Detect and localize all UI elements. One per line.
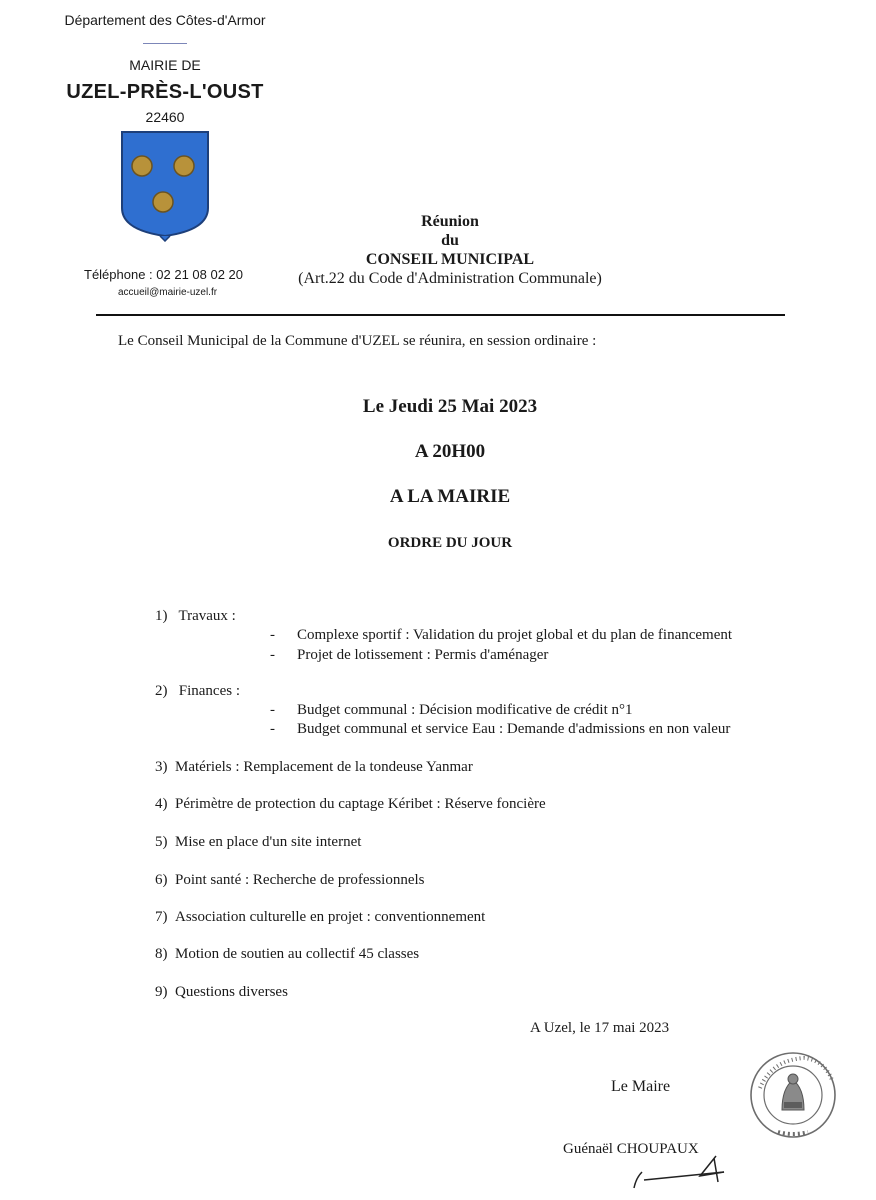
official-stamp-icon [748,1050,838,1140]
commune-name: UZEL-PRÈS-L'OUST [66,81,264,103]
agenda-label: Finances : [178,683,240,699]
agenda-subitem: - Complexe sportif : Validation du projet global et du plan de financement [270,627,733,643]
agenda-subitem: - Budget communal et service Eau : Demande d'admissions en non valeur [270,721,731,737]
agenda-number: 2) [155,683,168,699]
signatory-role: Le Maire [611,1078,671,1095]
agenda-item-7: 7) Association culturelle en projet : conventionnement [155,909,486,925]
agenda-label: Travaux : [178,608,236,624]
agenda-item-6: 6) Point santé : Recherche de professionnels [155,872,425,888]
title-line: du [441,232,459,249]
agenda-item-3: 3) Matériels : Remplacement de la tondeuse Yanmar [155,759,473,775]
place-and-date: A Uzel, le 17 mai 2023 [530,1020,670,1036]
agenda-item-4: 4) Périmètre de protection du captage Kéribet : Réserve foncière [155,796,546,812]
title-line: CONSEIL MUNICIPAL [365,251,535,268]
agenda-title: ORDRE DU JOUR [387,535,513,551]
title-line: Réunion [421,213,479,230]
title-divider [96,314,785,316]
meeting-place: A LA MAIRIE [389,486,511,507]
agenda-item-5: 5) Mise en place d'un site internet [155,834,362,850]
intro-text: Le Conseil Municipal de la Commune d'UZEL se réunira, en session ordinaire : [118,333,597,349]
title-reference: (Art.22 du Code d'Administration Communale) [298,270,602,287]
agenda-item-9: 9) Questions diverses [155,984,288,1000]
agenda-item-8: 8) Motion de soutien au collectif 45 classes [155,946,420,962]
agenda-subitem: - Budget communal : Décision modificative de crédit n°1 [270,702,633,718]
meeting-date: Le Jeudi 25 Mai 2023 [362,396,538,417]
postcode: 22460 [145,109,185,125]
email-address: accueil@mairie-uzel.fr [118,287,218,298]
signature-icon [620,1142,730,1192]
signatory-name: Guénaël CHOUPAUX [563,1141,699,1157]
agenda-item-1 [155,608,236,625]
department-divider [143,43,187,44]
agenda-subitem: - Projet de lotissement : Permis d'aménager [270,647,549,663]
agenda-number: 1) [155,608,168,624]
telephone: Téléphone : 02 21 08 02 20 [84,267,244,282]
agenda-item-2 [155,683,240,700]
mairie-label: MAIRIE DE [129,57,201,73]
department-name: Département des Côtes-d'Armor [64,12,266,28]
coat-of-arms-icon [120,130,210,242]
meeting-time: A 20H00 [414,441,486,462]
document-title [270,212,630,288]
